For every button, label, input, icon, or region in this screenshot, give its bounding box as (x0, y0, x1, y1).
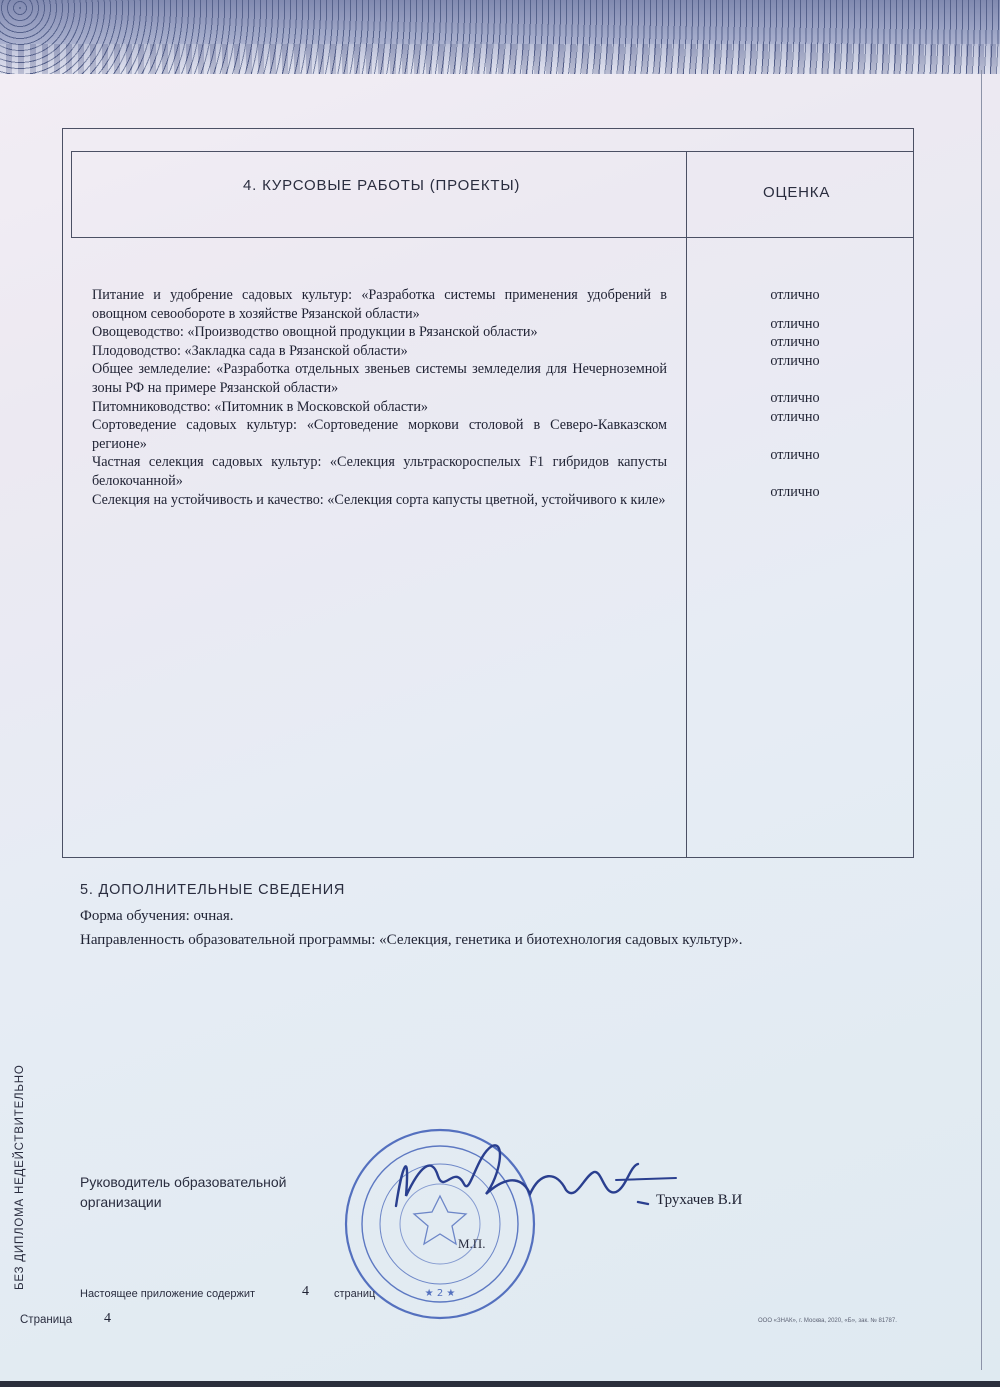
printer-imprint: ООО «ЗНАК», г. Москва, 2020, «Б», зак. № 81787. (758, 1318, 897, 1324)
page-number: 4 (104, 1311, 111, 1326)
table-inner-left-rule (71, 151, 72, 237)
grade-value: отлично (770, 315, 820, 332)
page-count-value: 4 (302, 1284, 309, 1299)
table-row: Питомниководство: «Питомник в Московской области» (92, 398, 429, 415)
grade-header: ОЦЕНКА (763, 184, 831, 201)
page-count-unit: страниц (334, 1288, 376, 1300)
grade-value: отлично (770, 446, 820, 463)
page-label: Страница (20, 1314, 73, 1326)
grade-value: отлично (770, 390, 820, 407)
courses-header: 4. КУРСОВЫЕ РАБОТЫ (ПРОЕКТЫ) (243, 177, 521, 194)
guilloche-pattern (0, 44, 1000, 74)
handwritten-signature-icon (380, 1136, 680, 1226)
grade-value: отлично (770, 334, 820, 351)
table-column-divider (686, 151, 687, 857)
grade-value: отлично (770, 408, 820, 425)
table-row: Селекция на устойчивость и качество: «Селекция сорта капусты цветной, устойчивого к киле» (92, 491, 666, 508)
head-of-organization-label: Руководитель образовательной организации (80, 1174, 287, 1210)
table-top-rule (71, 151, 913, 152)
vertical-note-text: БЕЗ ДИПЛОМА НЕДЕЙСТВИТЕЛЬНО (14, 1064, 26, 1290)
decorative-guilloche-band (0, 0, 1000, 74)
table-header-rule (71, 237, 913, 238)
grade-list (740, 286, 850, 502)
svg-text:★ 2 ★: ★ 2 ★ (424, 1288, 456, 1299)
grade-value: отлично (770, 352, 820, 369)
page-edge-line (981, 70, 982, 1370)
table-row: Плодоводство: «Закладка сада в Рязанской области» (92, 342, 408, 359)
course-list (92, 286, 667, 509)
grade-value: отлично (770, 287, 820, 303)
signer-name: Трухачев В.И (656, 1192, 743, 1208)
table-row: Овощеводство: «Производство овощной продукции в Рязанской области» (92, 324, 538, 341)
table-row: Питание и удобрение садовых культур: «Разработка системы применения удобрений в овощном севообороте в хозяйстве Рязанской области» (92, 287, 667, 322)
grade-value: отлично (770, 484, 820, 501)
page-count-label: Настоящее приложение содержит (80, 1288, 256, 1300)
vertical-validity-note (10, 1060, 32, 1290)
program-focus: Направленность образовательной программы: «Селекция, генетика и биотехнология садовых культур». (80, 932, 743, 948)
study-form: Форма обучения: очная. (80, 908, 234, 924)
additional-info-title: 5. ДОПОЛНИТЕЛЬНЫЕ СВЕДЕНИЯ (80, 882, 346, 898)
table-row: Частная селекция садовых культур: «Селекция ультраскороспелых F1 гибридов капусты белокочанной» (92, 454, 667, 489)
seal-placeholder-mark: М.П. (458, 1236, 486, 1251)
table-row: Общее земледелие: «Разработка отдельных звеньев системы земледелия для Нечерноземной зоны РФ на примере Рязанской области» (92, 361, 667, 396)
scan-bottom-edge (0, 1381, 1000, 1387)
table-row: Сортоведение садовых культур: «Сортоведение моркови столовой в Северо-Кавказском регионе» (92, 417, 667, 452)
